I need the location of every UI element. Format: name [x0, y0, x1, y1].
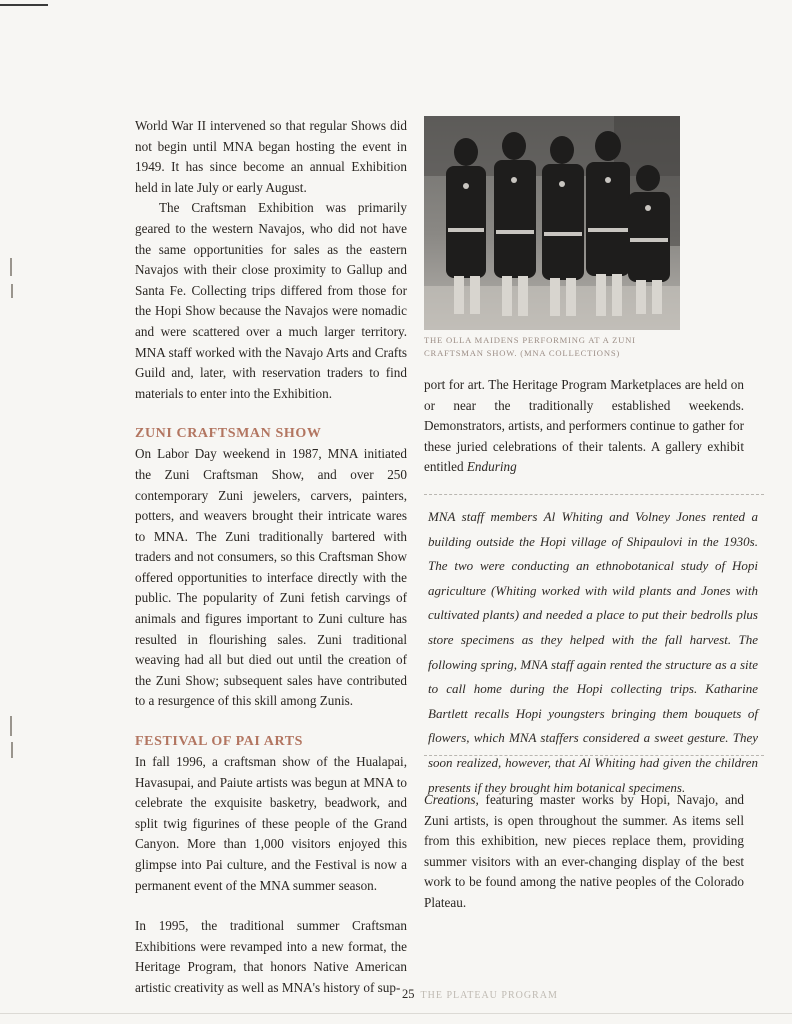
heritage-paragraph: In 1995, the traditional summer Craftsman Exhibitions were revamped into a new format, the Heritage Program, that honors Native American artistic creativity as well as MNA's history of sup-	[135, 918, 407, 995]
heritage-continuation	[424, 375, 744, 478]
pai-paragraph: In fall 1996, a craftsman show of the Hualapai, Havasupai, and Paiute artists was begun at MNA to celebrate the exquisite basketry, beadwork, and split twig figurines of these people of the Grand Canyon. More than 1,000 visitors enjoyed this glimpse into Pai culture, and the Festival is now a permanent event of the MNA summer season.	[135, 754, 407, 893]
creations-paragraph	[424, 790, 744, 914]
binding-mark	[10, 258, 12, 276]
spacer	[135, 896, 407, 916]
enduring-italic: Enduring	[466, 459, 517, 475]
craftsman-exhibition-paragraph: The Craftsman Exhibition was primarily geared to the western Navajos, who did not have the same opportunities for sales as the eastern Navajos with their close proximity to Gallup and Santa Fe. Collecting trips differed from those for the Hopi Show because the Navajos were nomadic and were scattered over a much larger territory. MNA staff worked with the Navajo Arts and Crafts Guild and, later, with reservation traders to find materials to enter into the Exhibition.	[135, 200, 407, 401]
spacer	[135, 404, 407, 424]
page-number: 25	[402, 987, 415, 1001]
photo-illustration	[424, 116, 680, 330]
sidebar-anecdote: MNA staff members Al Whiting and Volney Jones rented a building outside the Hopi village of Shipaulovi in the 1930s. The two were conducting an ethnobotanical study of Hopi agriculture (Whiting worked with wild plants and Jones with cultivated plants) and needed a place to put their bedrolls plus store specimens as they helped with the fall harvest. The following spring, MNA staff again rented the structure as a site to call home during the Hopi collecting trips. Katharine Bartlett recalls Hopi youngsters bringing them bouquets of flowers, which MNA staffers considered a sweet gesture. They soon realized, however, that Al Whiting had given the children presents if they brought him botanical specimens.	[428, 509, 758, 795]
pai-section-heading: FESTIVAL OF PAI ARTS	[135, 734, 304, 750]
intro-paragraph: World War II intervened so that regular Shows did not begin until MNA began hosting the event in 1949. It has since become an annual Exhibition held in late July or early August.	[135, 118, 407, 195]
olla-maidens-photo	[424, 116, 680, 330]
right-column-bottom	[424, 790, 744, 914]
heritage-continuation-text: port for art. The Heritage Program Marketplaces are held on or near the traditionally established weekends. Demonstrators, artists, and performers continue to gather for these juried celebrations of their talents. A gallery exhibit entitled	[424, 377, 744, 475]
footer-title: THE PLATEAU PROGRAM	[420, 990, 558, 1001]
binding-mark	[11, 284, 13, 298]
binding-mark	[10, 716, 12, 736]
scan-edge-mark	[0, 4, 48, 6]
photo-caption: THE OLLA MAIDENS PERFORMING AT A ZUNI CRAFTSMAN SHOW. (MNA COLLECTIONS)	[424, 335, 636, 358]
sidebar-box	[424, 494, 764, 795]
zuni-paragraph: On Labor Day weekend in 1987, MNA initiated the Zuni Craftsman Show, and over 250 contemporary Zuni jewelers, carvers, painters, potters, and weavers brought their intricate wares to MNA. The Zuni traditionally bartered with traders and not consumers, so this Craftsman Show offered opportunities to interface directly with the public. The popularity of Zuni fetish carvings of animals and figures important to Zuni culture has resulted in flourishing sales. Zuni traditional weaving had all but died out until the creation of the Zuni Show; subsequent sales have contributed to a resurgence of this skill among Zunis.	[135, 446, 407, 709]
creations-text: featuring master works by Hopi, Navajo, and Zuni artists, is open throughout the summer. As items sell from this exhibition, new pieces replace them, providing summer visitors with an ever-changing display of the best work to be found among the native peoples of the Colorado Plateau.	[424, 792, 745, 910]
binding-mark	[11, 742, 13, 758]
left-column	[135, 116, 407, 999]
zuni-section-heading: ZUNI CRAFTSMAN SHOW	[135, 426, 322, 442]
creations-italic: Creations,	[424, 792, 479, 807]
spacer	[135, 712, 407, 732]
page-footer	[402, 987, 558, 1002]
right-column-top	[424, 375, 744, 478]
scan-bottom-line	[0, 1013, 792, 1014]
